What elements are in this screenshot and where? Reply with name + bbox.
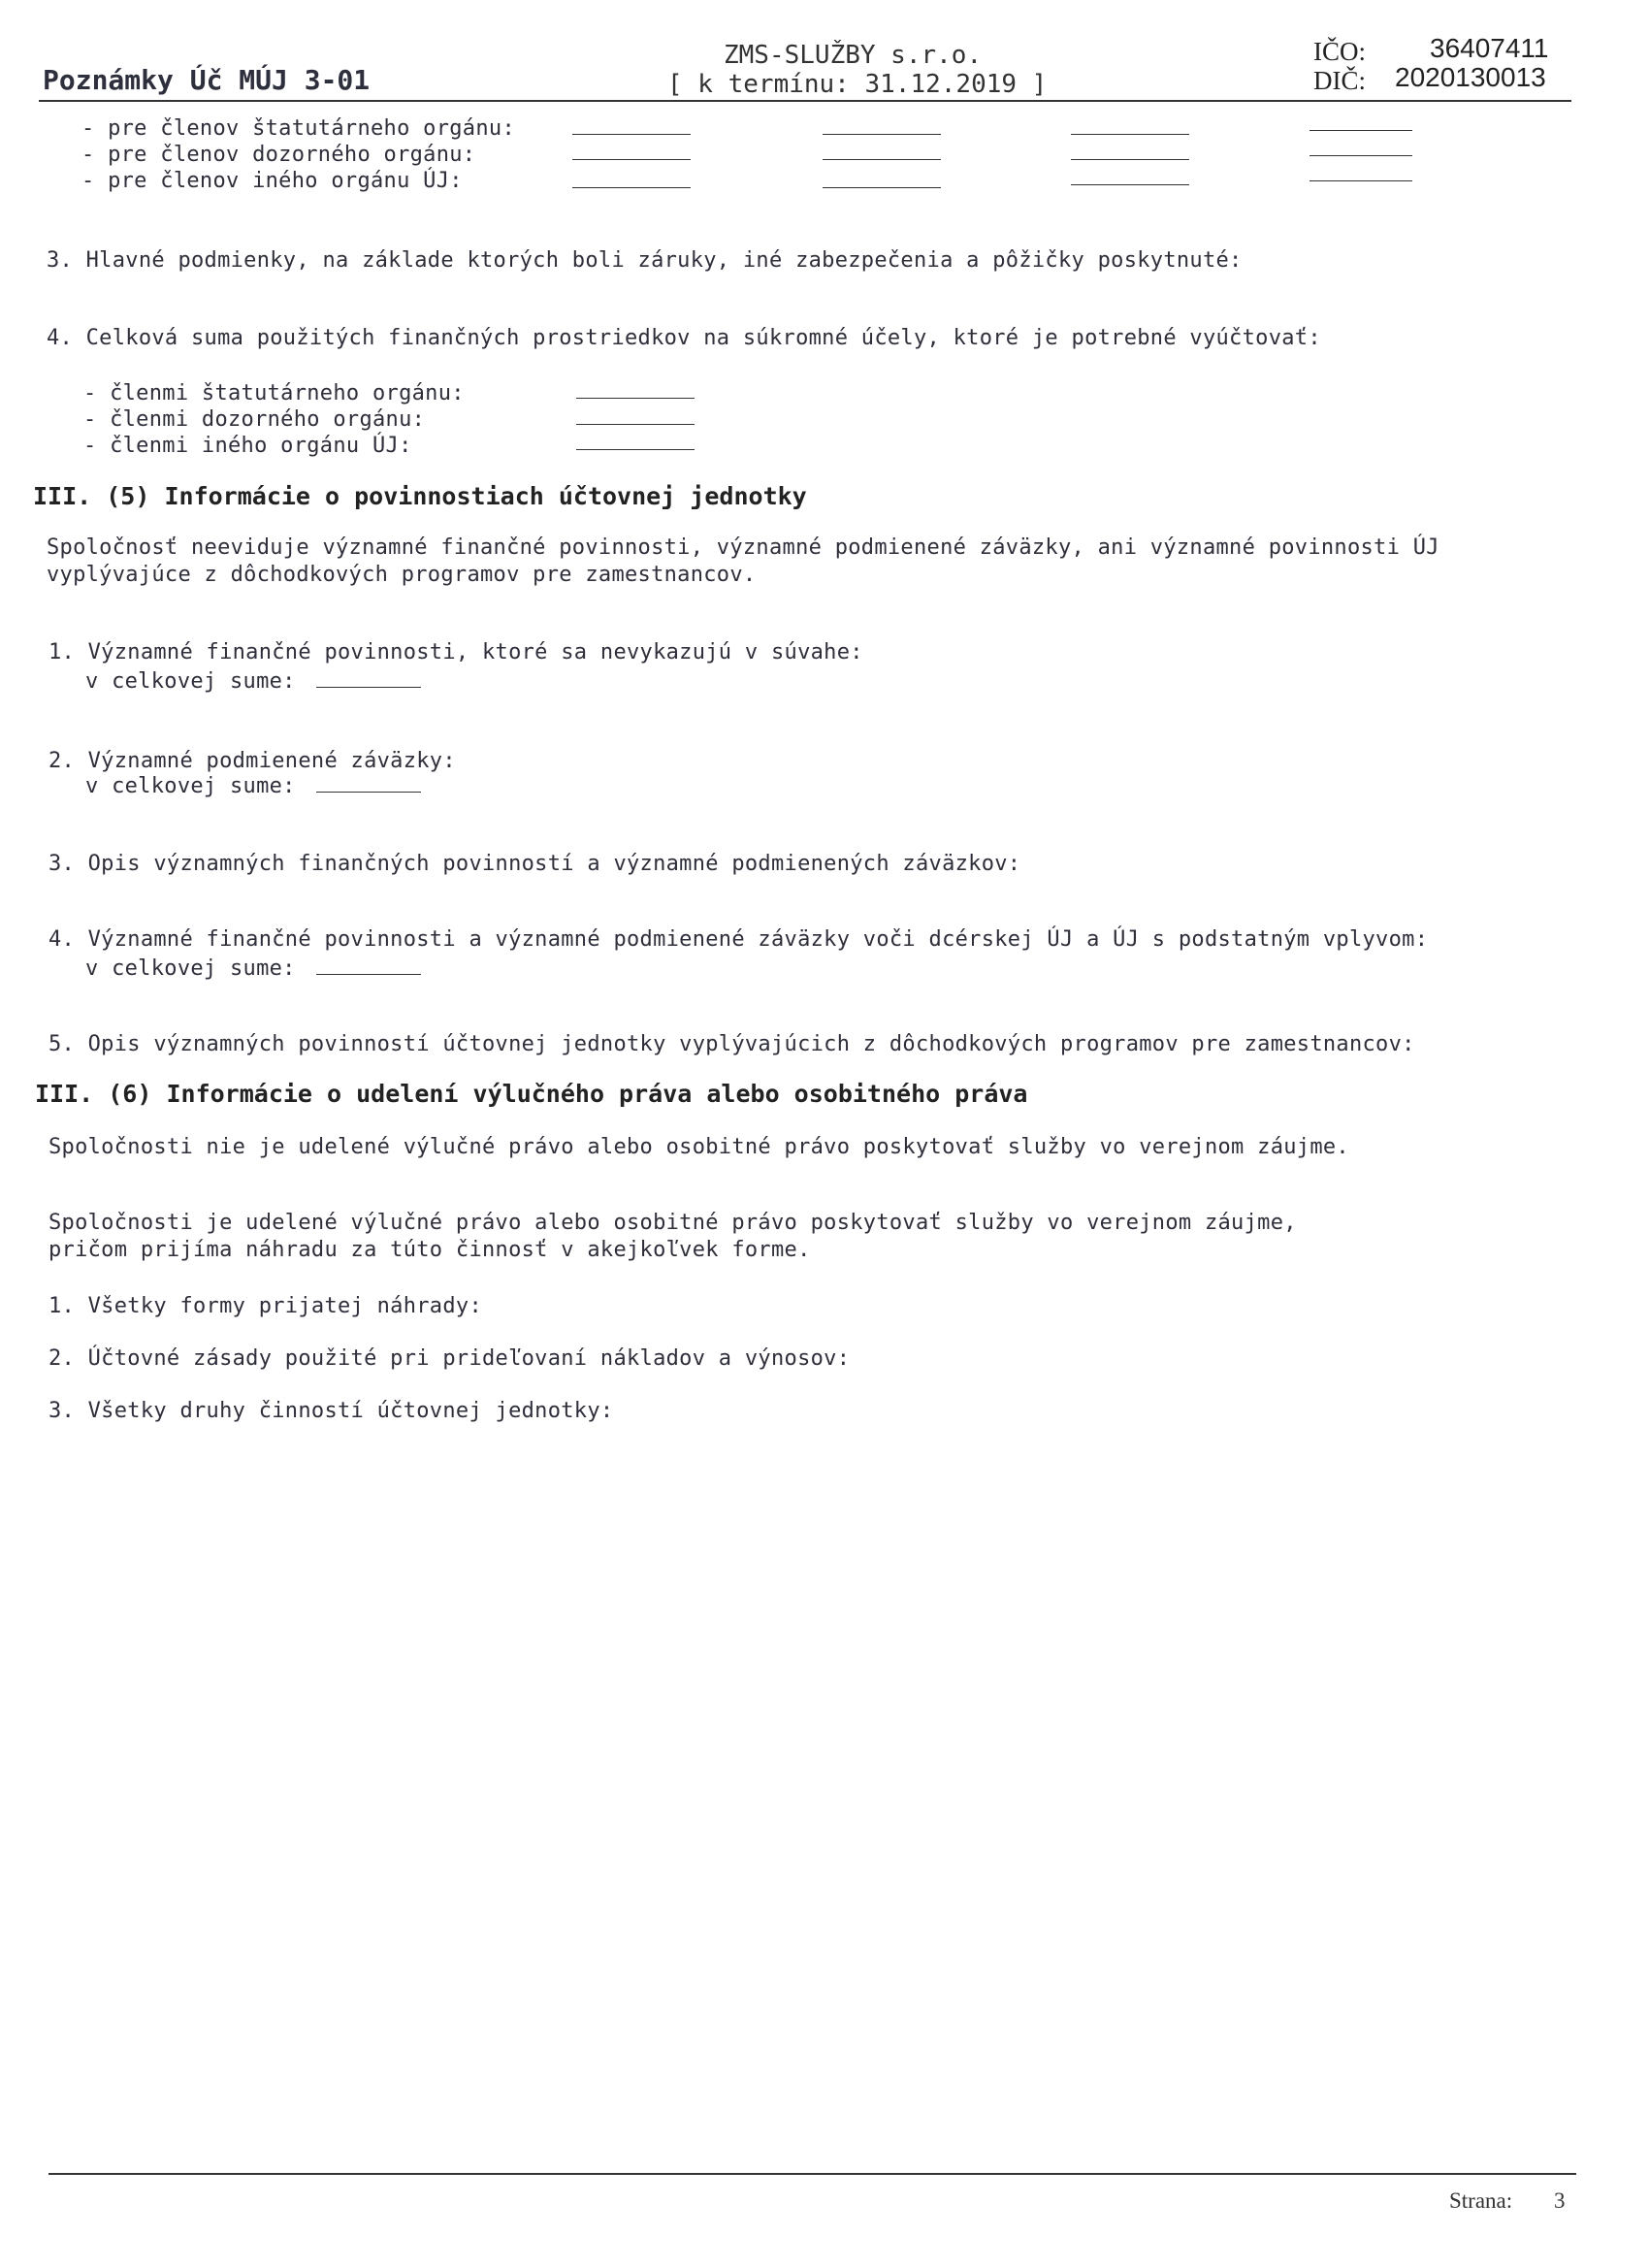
blank-line bbox=[576, 424, 695, 425]
blank-line bbox=[572, 187, 691, 188]
section5-item2: 2. Významné podmienené záväzky: bbox=[48, 749, 456, 773]
ico-label: IČO: bbox=[1313, 37, 1366, 66]
section5-intro-line2: vyplývajúce z dôchodkových programov pre zamestnancov. bbox=[47, 563, 757, 587]
section5-item3: 3. Opis významných finančných povinností a významné podmienených záväzkov: bbox=[48, 852, 1021, 876]
blank-line bbox=[1310, 130, 1412, 131]
section6-para2-line2: pričom prijíma náhradu za túto činnosť v akejkoľvek forme. bbox=[48, 1238, 811, 1262]
members-item-other: - členmi iného orgánu ÚJ: bbox=[83, 434, 412, 458]
members-item-statutory: - členmi štatutárneho orgánu: bbox=[83, 381, 465, 405]
section5-item1-sum-label: v celkovej sume: bbox=[85, 669, 296, 694]
footer-rule bbox=[48, 2173, 1576, 2175]
page-number: 3 bbox=[1554, 2188, 1566, 2213]
top-list-item-other: - pre členov iného orgánu ÚJ: bbox=[81, 169, 463, 193]
section5-item1: 1. Významné finančné povinnosti, ktoré sa nevykazujú v súvahe: bbox=[48, 640, 863, 664]
item4-total: 4. Celková suma použitých finančných prostriedkov na súkromné účely, ktoré je potrebné vyúčtovať: bbox=[47, 326, 1321, 350]
dic-value: 2020130013 bbox=[1395, 62, 1546, 92]
blank-line bbox=[1071, 159, 1189, 160]
blank-line bbox=[316, 974, 421, 975]
blank-line bbox=[823, 134, 941, 135]
section6-title: III. (6) Informácie o udelení výlučného práva alebo osobitného práva bbox=[35, 1080, 1028, 1108]
company-name: ZMS-SLUŽBY s.r.o. bbox=[724, 41, 983, 70]
item3-conditions: 3. Hlavné podmienky, na základe ktorých boli záruky, iné zabezpečenia a pôžičky poskytnuté: bbox=[47, 248, 1243, 273]
top-list-item-supervisory: - pre členov dozorného orgánu: bbox=[81, 143, 476, 167]
dic-label: DIČ: bbox=[1313, 66, 1366, 95]
section5-item4: 4. Významné finančné povinnosti a významné podmienené záväzky voči dcérskej ÚJ a ÚJ s podstatným vplyvom: bbox=[48, 927, 1429, 952]
section5-item2-sum-label: v celkovej sume: bbox=[85, 774, 296, 798]
ico-value: 36407411 bbox=[1430, 33, 1549, 63]
section6-para1: Spoločnosti nie je udelené výlučné právo alebo osobitné právo poskytovať služby vo verejnom záujme. bbox=[48, 1135, 1349, 1159]
blank-line bbox=[576, 398, 695, 399]
header-rule bbox=[39, 100, 1571, 102]
section6-item1: 1. Všetky formy prijatej náhrady: bbox=[48, 1294, 482, 1318]
section6-para2-line1: Spoločnosti je udelené výlučné právo alebo osobitné právo poskytovať služby vo verejnom záujme, bbox=[48, 1211, 1297, 1235]
blank-line bbox=[572, 159, 691, 160]
section5-intro-line1: Spoločnosť neeviduje významné finančné povinnosti, významné podmienené záväzky, ani významné povinnosti ÚJ bbox=[47, 535, 1439, 560]
blank-line bbox=[1071, 184, 1189, 185]
term-date: [ k termínu: 31.12.2019 ] bbox=[667, 70, 1048, 99]
blank-line bbox=[823, 187, 941, 188]
section5-item5: 5. Opis významných povinností účtovnej jednotky vyplývajúcich z dôchodkových programov pre zamestnancov: bbox=[48, 1032, 1415, 1056]
page-label: Strana: bbox=[1449, 2188, 1513, 2213]
section6-item3: 3. Všetky druhy činností účtovnej jednotky: bbox=[48, 1399, 614, 1423]
blank-line bbox=[823, 159, 941, 160]
section5-title: III. (5) Informácie o povinnostiach účtovnej jednotky bbox=[33, 482, 807, 510]
blank-line bbox=[1310, 180, 1412, 181]
blank-line bbox=[1310, 155, 1412, 156]
form-title: Poznámky Úč MÚJ 3-01 bbox=[43, 64, 371, 96]
blank-line bbox=[316, 687, 421, 688]
blank-line bbox=[576, 449, 695, 450]
blank-line bbox=[316, 792, 421, 793]
section6-item2: 2. Účtovné zásady použité pri prideľovaní nákladov a výnosov: bbox=[48, 1346, 851, 1371]
section5-item4-sum-label: v celkovej sume: bbox=[85, 956, 296, 981]
top-list-item-statutory: - pre členov štatutárneho orgánu: bbox=[81, 116, 515, 141]
members-item-supervisory: - členmi dozorného orgánu: bbox=[83, 407, 426, 432]
blank-line bbox=[1071, 134, 1189, 135]
blank-line bbox=[572, 134, 691, 135]
